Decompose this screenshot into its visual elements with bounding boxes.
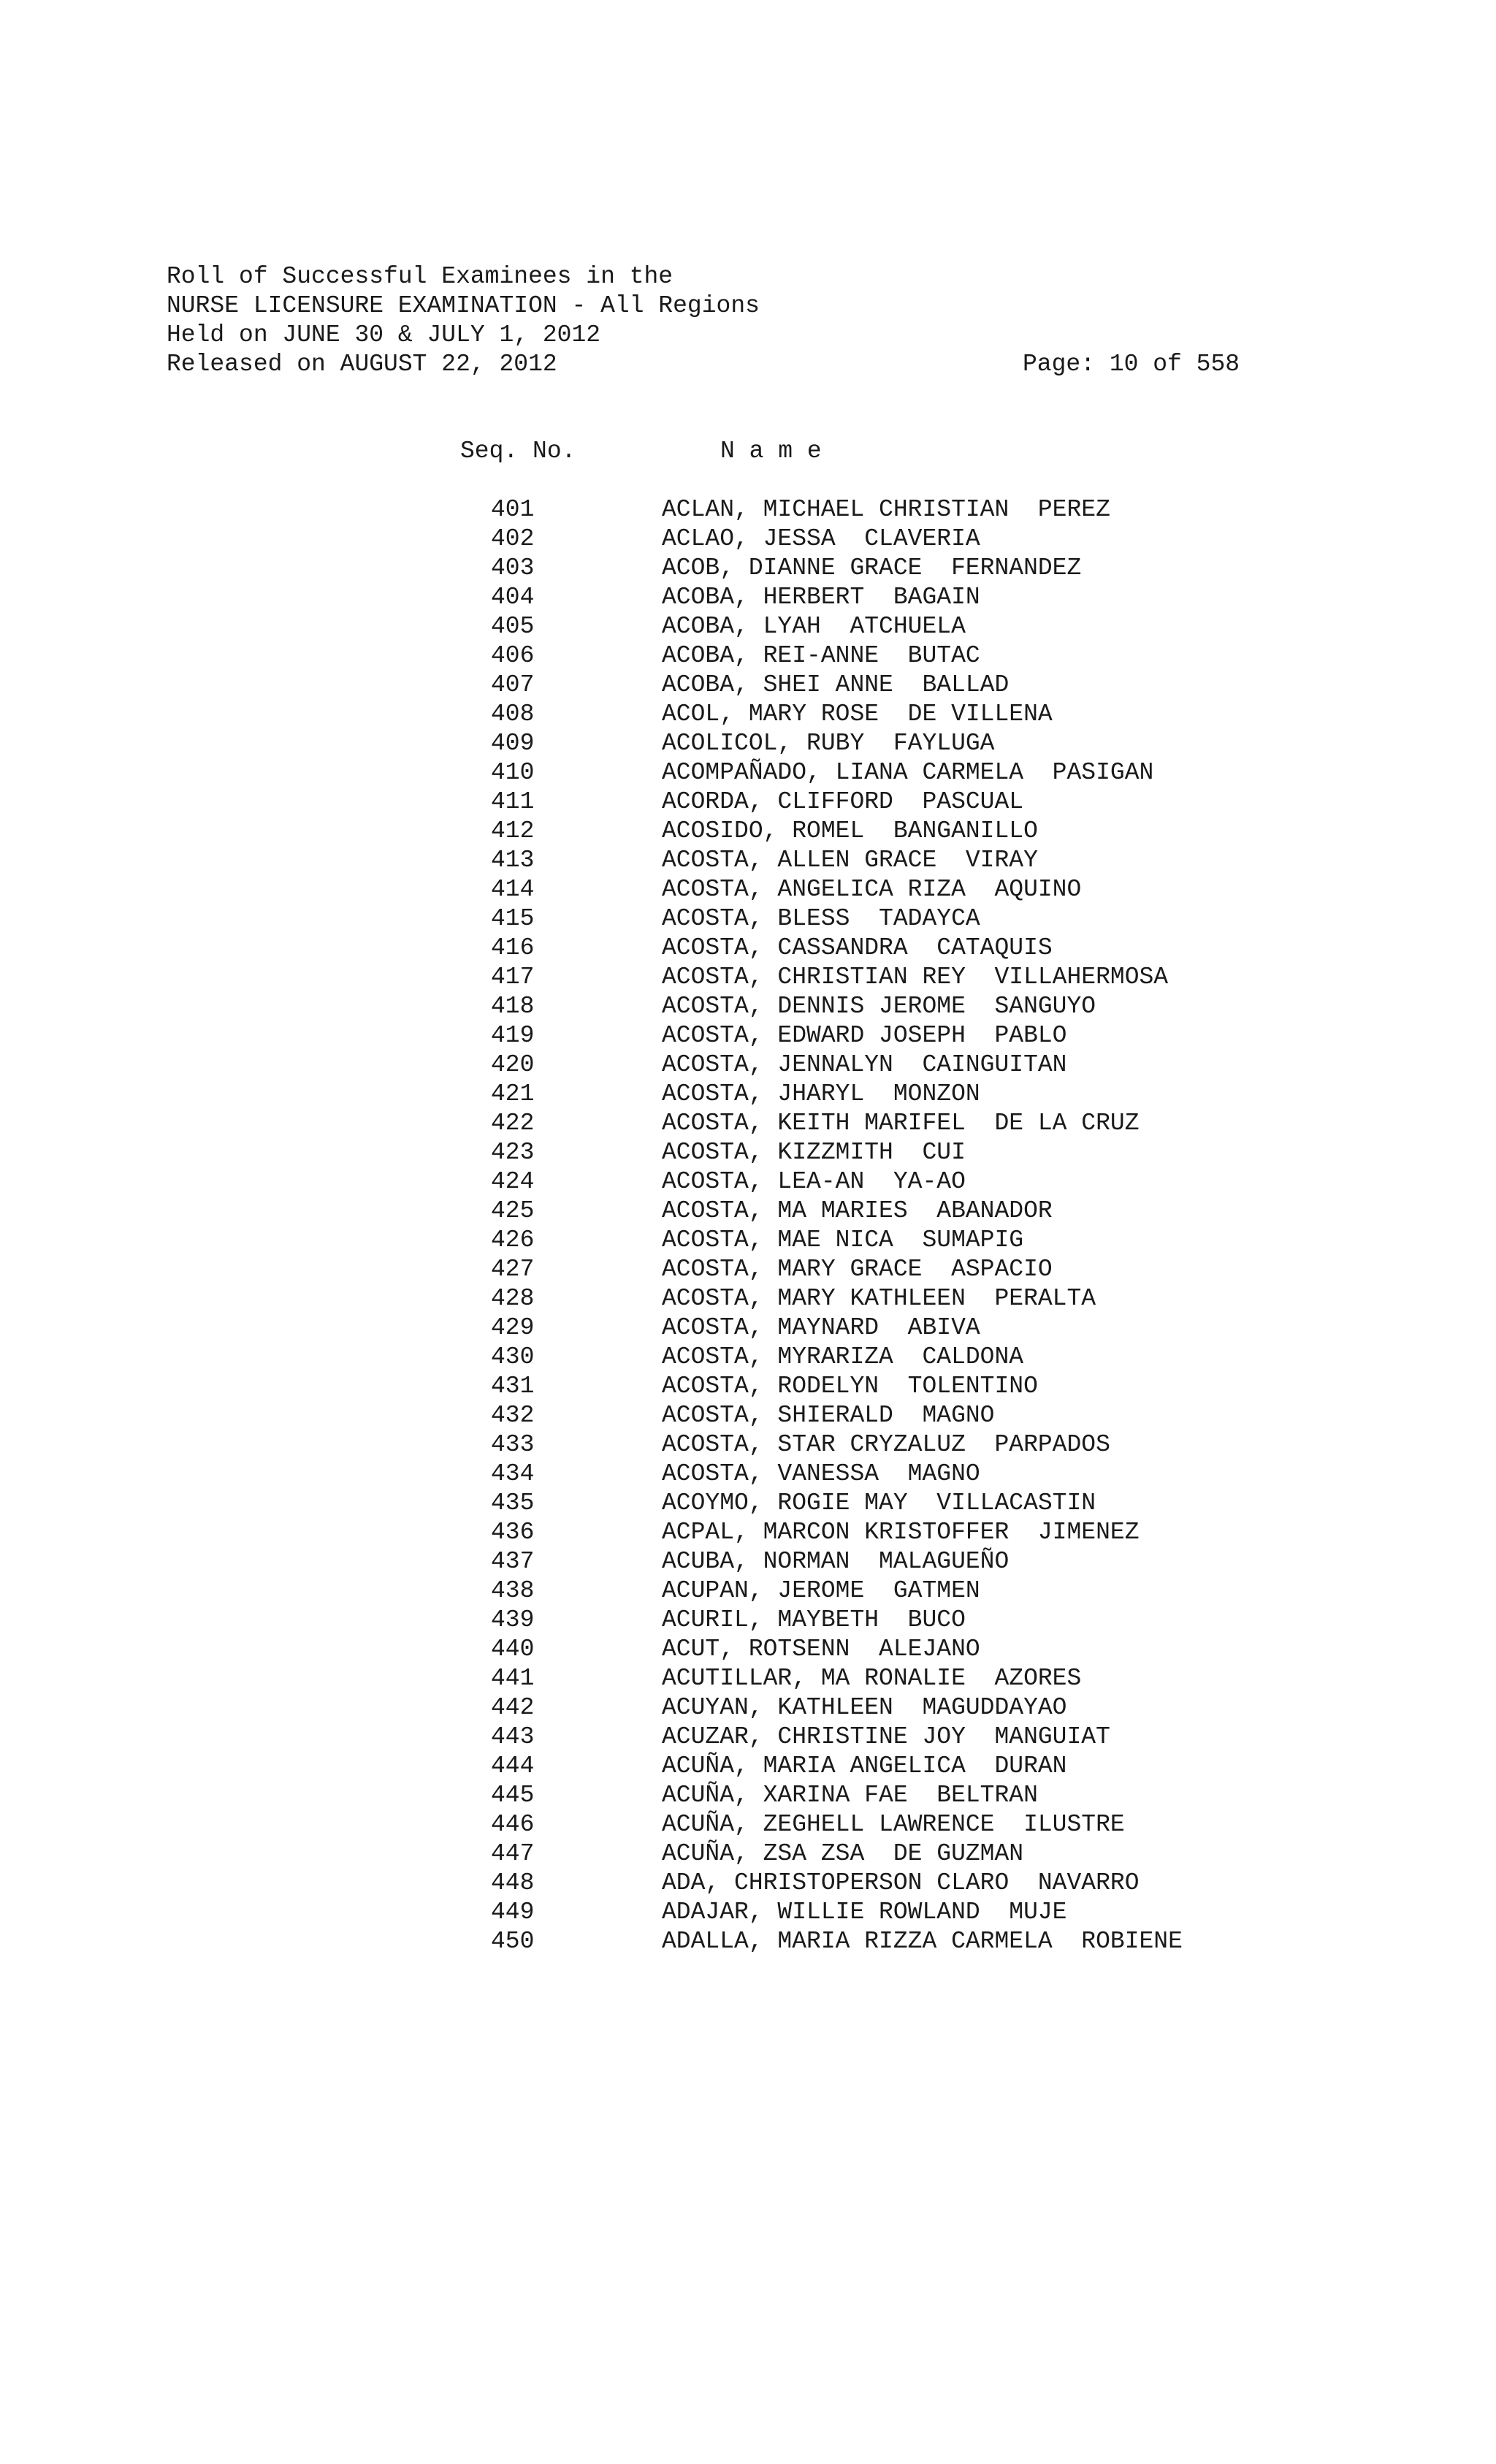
examinee-name: ACOSTA, VANESSA MAGNO: [662, 1460, 980, 1487]
header-held-line: Held on JUNE 30 & JULY 1, 2012: [167, 321, 601, 348]
seq-number: 410: [491, 759, 535, 786]
examinee-name: ACOL, MARY ROSE DE VILLENA: [662, 701, 1053, 728]
seq-number: 427: [491, 1256, 535, 1283]
seq-number: 437: [491, 1548, 535, 1575]
list-item: [491, 1401, 1367, 1430]
examinee-name: ACOSTA, CHRISTIAN REY VILLAHERMOSA: [662, 964, 1169, 991]
list-item: [491, 1927, 1367, 1956]
examinee-name: ACPAL, MARCON KRISTOFFER JIMENEZ: [662, 1519, 1140, 1546]
column-header-seq: Seq. No.: [460, 438, 576, 465]
seq-number: 449: [491, 1899, 535, 1926]
seq-number: 415: [491, 905, 535, 932]
list-item: [491, 1080, 1367, 1109]
list-item: [491, 1576, 1367, 1606]
list-item: [491, 1489, 1367, 1518]
seq-number: 445: [491, 1782, 535, 1809]
list-item: [491, 671, 1367, 700]
seq-number: 423: [491, 1139, 535, 1166]
header-title-line: Roll of Successful Examinees in the: [167, 263, 673, 290]
seq-number: 443: [491, 1723, 535, 1750]
examinee-name: ACLAN, MICHAEL CHRISTIAN PEREZ: [662, 496, 1110, 523]
list-item: [491, 1810, 1367, 1839]
seq-number: 424: [491, 1168, 535, 1195]
list-item: [491, 1693, 1367, 1723]
seq-number: 432: [491, 1402, 535, 1429]
list-item: [491, 1255, 1367, 1284]
seq-number: 429: [491, 1314, 535, 1341]
list-item: [491, 1138, 1367, 1167]
examinee-name: ACOSTA, MARY KATHLEEN PERALTA: [662, 1285, 1096, 1312]
examinee-name: ACUÑA, ZSA ZSA DE GUZMAN: [662, 1840, 1024, 1867]
list-item: [491, 1109, 1367, 1138]
list-item: [491, 1869, 1367, 1898]
seq-number: 438: [491, 1577, 535, 1604]
list-item: [491, 1898, 1367, 1927]
examinee-name: ACORDA, CLIFFORD PASCUAL: [662, 788, 1024, 815]
seq-number: 428: [491, 1285, 535, 1312]
examinee-name: ACOSTA, MARY GRACE ASPACIO: [662, 1256, 1053, 1283]
examinee-name: ADAJAR, WILLIE ROWLAND MUJE: [662, 1899, 1067, 1926]
examinee-name: ACUYAN, KATHLEEN MAGUDDAYAO: [662, 1694, 1067, 1721]
column-header-name: N a m e: [720, 438, 822, 465]
list-item: [491, 612, 1367, 641]
header-released-line: Released on AUGUST 22, 2012: [167, 351, 557, 378]
seq-number: 442: [491, 1694, 535, 1721]
examinee-name: ACOSTA, MAE NICA SUMAPIG: [662, 1227, 1024, 1254]
seq-number: 430: [491, 1343, 535, 1370]
list-item: [491, 846, 1367, 875]
list-item: [491, 525, 1367, 554]
examinee-name: ACOSTA, BLESS TADAYCA: [662, 905, 980, 932]
examinee-name: ACOSTA, ALLEN GRACE VIRAY: [662, 847, 1038, 874]
seq-number: 447: [491, 1840, 535, 1867]
examinee-name: ACOSTA, EDWARD JOSEPH PABLO: [662, 1022, 1067, 1049]
examinee-name: ACOSTA, KIZZMITH CUI: [662, 1139, 966, 1166]
seq-number: 405: [491, 613, 535, 640]
document-header: [167, 262, 1306, 379]
list-item: [491, 875, 1367, 904]
examinee-name: ACOLICOL, RUBY FAYLUGA: [662, 730, 995, 757]
examinee-name: ACOSTA, CASSANDRA CATAQUIS: [662, 934, 1053, 961]
list-item: [491, 1547, 1367, 1576]
header-exam-line: NURSE LICENSURE EXAMINATION - All Regions: [167, 292, 760, 319]
list-item: [491, 1430, 1367, 1460]
seq-number: 402: [491, 525, 535, 552]
seq-number: 416: [491, 934, 535, 961]
list-item: [491, 1197, 1367, 1226]
column-headers: [460, 437, 972, 466]
seq-number: 412: [491, 817, 535, 844]
examinee-name: ACOBA, SHEI ANNE BALLAD: [662, 671, 1010, 698]
examinee-name: ACOSTA, JHARYL MONZON: [662, 1080, 980, 1107]
examinee-name: ACOSTA, JENNALYN CAINGUITAN: [662, 1051, 1067, 1078]
seq-number: 421: [491, 1080, 535, 1107]
examinee-name: ADALLA, MARIA RIZZA CARMELA ROBIENE: [662, 1928, 1183, 1955]
seq-number: 439: [491, 1606, 535, 1633]
seq-number: 403: [491, 554, 535, 581]
examinee-name: ACOMPAÑADO, LIANA CARMELA PASIGAN: [662, 759, 1154, 786]
list-item: [491, 1606, 1367, 1635]
seq-number: 440: [491, 1636, 535, 1663]
seq-number: 441: [491, 1665, 535, 1692]
list-item: [491, 1460, 1367, 1489]
examinee-name: ACUTILLAR, MA RONALIE AZORES: [662, 1665, 1082, 1692]
seq-number: 418: [491, 993, 535, 1020]
examinee-name: ACLAO, JESSA CLAVERIA: [662, 525, 980, 552]
examinee-name: ADA, CHRISTOPERSON CLARO NAVARRO: [662, 1869, 1140, 1896]
seq-number: 434: [491, 1460, 535, 1487]
header-release-row: [167, 350, 1306, 379]
seq-number: 426: [491, 1227, 535, 1254]
list-item: [491, 554, 1367, 583]
examinee-name: ACOSTA, STAR CRYZALUZ PARPADOS: [662, 1431, 1110, 1458]
examinee-name: ACURIL, MAYBETH BUCO: [662, 1606, 966, 1633]
list-item: [491, 1167, 1367, 1197]
seq-number: 407: [491, 671, 535, 698]
seq-number: 414: [491, 876, 535, 903]
examinee-name: ACOSTA, DENNIS JEROME SANGUYO: [662, 993, 1096, 1020]
list-item: [491, 787, 1367, 817]
examinee-name: ACUZAR, CHRISTINE JOY MANGUIAT: [662, 1723, 1110, 1750]
seq-number: 419: [491, 1022, 535, 1049]
list-item: [491, 583, 1367, 612]
list-item: [491, 1226, 1367, 1255]
examinee-name: ACOSTA, MA MARIES ABANADOR: [662, 1197, 1053, 1224]
list-item: [491, 1284, 1367, 1313]
examinee-name: ACUBA, NORMAN MALAGUEÑO: [662, 1548, 1010, 1575]
list-item: [491, 1664, 1367, 1693]
list-item: [491, 758, 1367, 787]
examinee-name: ACOSTA, RODELYN TOLENTINO: [662, 1373, 1038, 1400]
examinee-name: ACOSTA, LEA-AN YA-AO: [662, 1168, 966, 1195]
examinee-name: ACUÑA, ZEGHELL LAWRENCE ILUSTRE: [662, 1811, 1125, 1838]
list-item: [491, 992, 1367, 1021]
seq-number: 420: [491, 1051, 535, 1078]
list-item: [491, 729, 1367, 758]
seq-number: 450: [491, 1928, 535, 1955]
list-item: [491, 700, 1367, 729]
seq-number: 433: [491, 1431, 535, 1458]
page-number: Page: 10 of 558: [1023, 351, 1240, 378]
seq-number: 446: [491, 1811, 535, 1838]
seq-number: 448: [491, 1869, 535, 1896]
seq-number: 444: [491, 1752, 535, 1780]
seq-number: 431: [491, 1373, 535, 1400]
seq-number: 409: [491, 730, 535, 757]
list-item: [491, 1343, 1367, 1372]
seq-number: 417: [491, 964, 535, 991]
examinee-name: ACOBA, LYAH ATCHUELA: [662, 613, 966, 640]
list-item: [491, 817, 1367, 846]
list-item: [491, 963, 1367, 992]
examinee-name: ACUPAN, JEROME GATMEN: [662, 1577, 980, 1604]
examinee-name: ACOBA, REI-ANNE BUTAC: [662, 642, 980, 669]
examinee-name: ACOB, DIANNE GRACE FERNANDEZ: [662, 554, 1082, 581]
list-item: [491, 641, 1367, 671]
seq-number: 425: [491, 1197, 535, 1224]
list-item: [491, 1313, 1367, 1343]
examinee-name: ACUÑA, XARINA FAE BELTRAN: [662, 1782, 1038, 1809]
examinee-name: ACOSTA, KEITH MARIFEL DE LA CRUZ: [662, 1110, 1140, 1137]
list-item: [491, 934, 1367, 963]
examinee-name: ACOBA, HERBERT BAGAIN: [662, 584, 980, 611]
seq-number: 422: [491, 1110, 535, 1137]
seq-number: 401: [491, 496, 535, 523]
list-item: [491, 1635, 1367, 1664]
examinee-name: ACOSTA, MYRARIZA CALDONA: [662, 1343, 1024, 1370]
seq-number: 404: [491, 584, 535, 611]
seq-number: 413: [491, 847, 535, 874]
list-item: [491, 1050, 1367, 1080]
list-item: [491, 1723, 1367, 1752]
list-item: [491, 1372, 1367, 1401]
examinee-name: ACUT, ROTSENN ALEJANO: [662, 1636, 980, 1663]
list-item: [491, 1518, 1367, 1547]
list-item: [491, 1781, 1367, 1810]
examinee-name: ACOSTA, SHIERALD MAGNO: [662, 1402, 995, 1429]
seq-number: 411: [491, 788, 535, 815]
examinee-name: ACOSIDO, ROMEL BANGANILLO: [662, 817, 1038, 844]
seq-number: 436: [491, 1519, 535, 1546]
list-item: [491, 495, 1367, 525]
seq-number: 408: [491, 701, 535, 728]
list-item: [491, 1839, 1367, 1869]
list-item: [491, 1752, 1367, 1781]
examinee-name: ACOSTA, ANGELICA RIZA AQUINO: [662, 876, 1082, 903]
seq-number: 435: [491, 1490, 535, 1517]
list-item: [491, 904, 1367, 934]
examinee-name: ACUÑA, MARIA ANGELICA DURAN: [662, 1752, 1067, 1780]
examinee-name: ACOYMO, ROGIE MAY VILLACASTIN: [662, 1490, 1096, 1517]
seq-number: 406: [491, 642, 535, 669]
list-item: [491, 1021, 1367, 1050]
examinee-list: [491, 495, 1367, 1956]
examinee-name: ACOSTA, MAYNARD ABIVA: [662, 1314, 980, 1341]
